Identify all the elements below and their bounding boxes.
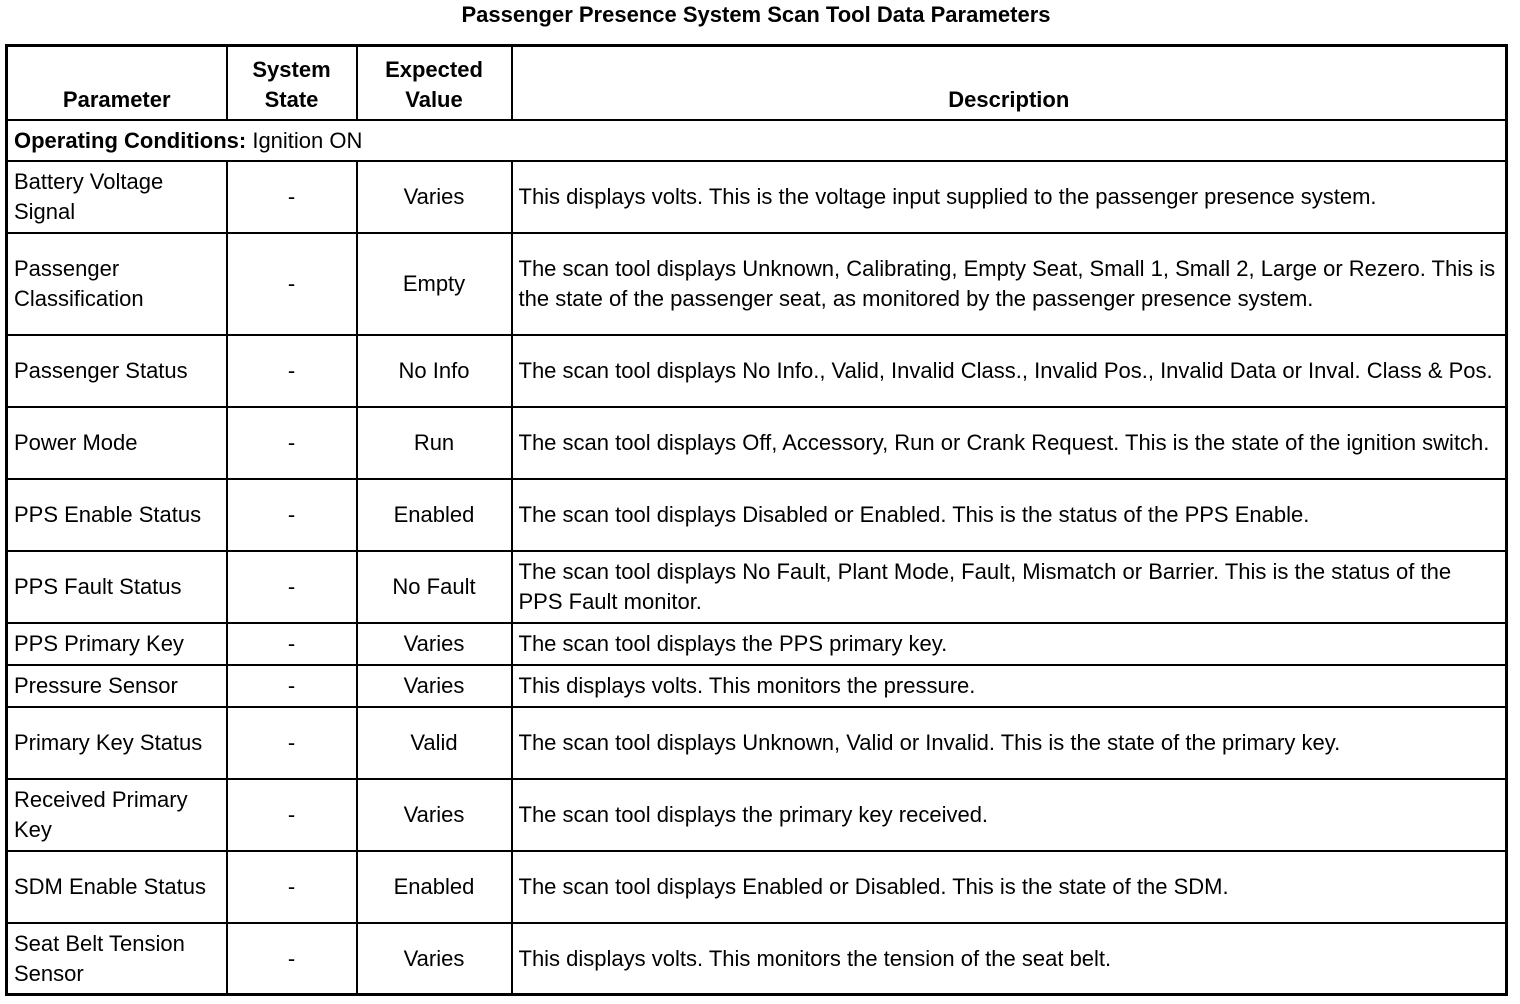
description-cell: The scan tool displays No Fault, Plant Mode, Fault, Mismatch or Barrier. This is the status of the PPS Fault monitor. (512, 551, 1507, 623)
table-row (7, 479, 1507, 551)
expected-value-cell: Empty (357, 233, 512, 335)
system-state-cell: - (227, 335, 357, 407)
system-state-cell: - (227, 923, 357, 995)
header-description: Description (512, 46, 1507, 120)
operating-conditions (7, 120, 1507, 161)
parameter-cell: SDM Enable Status (7, 851, 227, 923)
system-state-cell: - (227, 407, 357, 479)
expected-value-cell: Run (357, 407, 512, 479)
parameter-cell: Battery Voltage Signal (7, 161, 227, 233)
table-row (7, 407, 1507, 479)
expected-value-cell: Varies (357, 623, 512, 665)
parameters-table (5, 44, 1508, 996)
description-cell: This displays volts. This monitors the tension of the seat belt. (512, 923, 1507, 995)
table-row (7, 779, 1507, 851)
parameter-cell: PPS Fault Status (7, 551, 227, 623)
parameter-cell: PPS Enable Status (7, 479, 227, 551)
header-parameter: Parameter (7, 46, 227, 120)
expected-value-cell: Valid (357, 707, 512, 779)
system-state-cell: - (227, 851, 357, 923)
expected-value-cell: No Info (357, 335, 512, 407)
parameter-cell: Received Primary Key (7, 779, 227, 851)
parameter-cell: Power Mode (7, 407, 227, 479)
description-cell: The scan tool displays the PPS primary key. (512, 623, 1507, 665)
table-row (7, 623, 1507, 665)
header-row (7, 46, 1507, 120)
description-cell: The scan tool displays Disabled or Enabled. This is the status of the PPS Enable. (512, 479, 1507, 551)
table-row (7, 665, 1507, 707)
system-state-cell: - (227, 707, 357, 779)
parameter-cell: PPS Primary Key (7, 623, 227, 665)
expected-value-cell: Enabled (357, 851, 512, 923)
table-row (7, 233, 1507, 335)
header-expected-value: Expected Value (357, 46, 512, 120)
table-row (7, 551, 1507, 623)
operating-conditions-label: Operating Conditions: (14, 127, 247, 153)
description-cell: The scan tool displays the primary key received. (512, 779, 1507, 851)
parameter-cell: Passenger Classification (7, 233, 227, 335)
operating-conditions-value: Ignition ON (252, 127, 363, 153)
parameter-cell: Seat Belt Tension Sensor (7, 923, 227, 995)
system-state-cell: - (227, 479, 357, 551)
description-cell: The scan tool displays Unknown, Calibrating, Empty Seat, Small 1, Small 2, Large or Rezero. This is the state of the passenger seat, as monitored by the passenger presence system. (512, 233, 1507, 335)
table-row (7, 707, 1507, 779)
description-cell: The scan tool displays No Info., Valid, Invalid Class., Invalid Pos., Invalid Data or Inval. Class & Pos. (512, 335, 1507, 407)
page-title: Passenger Presence System Scan Tool Data Parameters (461, 2, 1051, 27)
system-state-cell: - (227, 233, 357, 335)
expected-value-cell: Varies (357, 779, 512, 851)
expected-value-cell: Varies (357, 923, 512, 995)
system-state-cell: - (227, 779, 357, 851)
expected-value-cell: Enabled (357, 479, 512, 551)
description-cell: The scan tool displays Off, Accessory, Run or Crank Request. This is the state of the ignition switch. (512, 407, 1507, 479)
system-state-cell: - (227, 623, 357, 665)
header-system-state: System State (227, 46, 357, 120)
expected-value-cell: Varies (357, 665, 512, 707)
parameter-cell: Passenger Status (7, 335, 227, 407)
table-row (7, 161, 1507, 233)
table-row (7, 923, 1507, 995)
description-cell: This displays volts. This monitors the pressure. (512, 665, 1507, 707)
table-row (7, 851, 1507, 923)
system-state-cell: - (227, 665, 357, 707)
parameter-cell: Pressure Sensor (7, 665, 227, 707)
expected-value-cell: No Fault (357, 551, 512, 623)
table-row (7, 335, 1507, 407)
system-state-cell: - (227, 551, 357, 623)
system-state-cell: - (227, 161, 357, 233)
description-cell: The scan tool displays Enabled or Disabled. This is the state of the SDM. (512, 851, 1507, 923)
parameter-cell: Primary Key Status (7, 707, 227, 779)
description-cell: This displays volts. This is the voltage input supplied to the passenger presence system. (512, 161, 1507, 233)
expected-value-cell: Varies (357, 161, 512, 233)
description-cell: The scan tool displays Unknown, Valid or Invalid. This is the state of the primary key. (512, 707, 1507, 779)
operating-conditions-row (7, 120, 1507, 161)
